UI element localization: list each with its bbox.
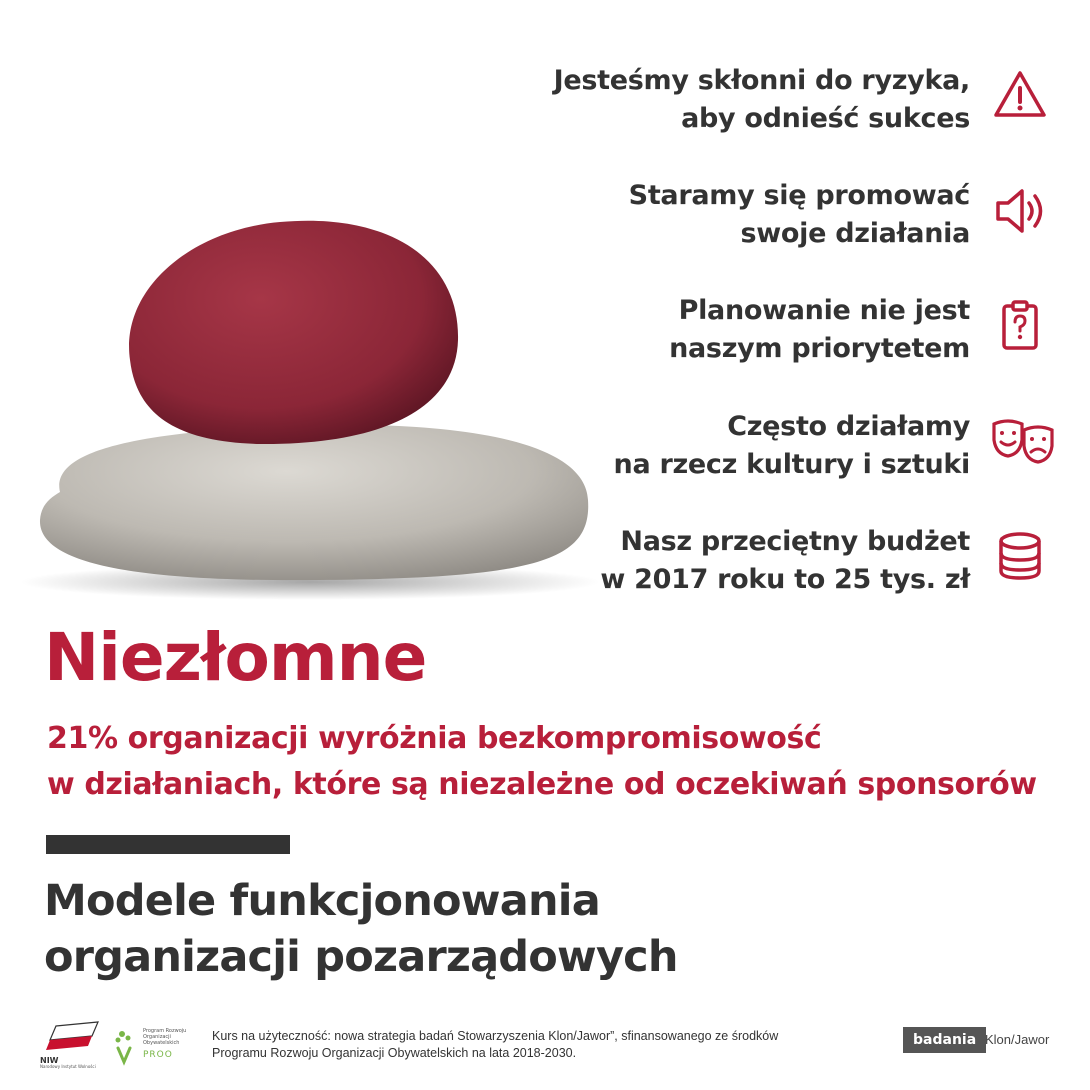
niw-logo-text: NIW <box>40 1056 59 1065</box>
feature-item <box>500 523 970 599</box>
clipboard-question-icon <box>990 296 1050 356</box>
feature-text-line1: Często działamy <box>727 411 970 442</box>
subheadline-line1: 21% organizacji wyróżnia bezkompromisowość <box>47 721 822 756</box>
red-stone <box>129 221 458 444</box>
theater-masks-icon <box>990 412 1056 472</box>
feature-text-line2: naszym priorytetem <box>669 333 970 364</box>
feature-text-line2: w 2017 roku to 25 tys. zł <box>600 564 970 595</box>
report-title-line1: Modele funkcjonowania <box>44 876 600 926</box>
feature-text-line2: swoje działania <box>740 218 970 249</box>
headline: Niezłomne <box>44 619 427 696</box>
warning-triangle-icon <box>990 66 1050 126</box>
feature-text-line2: aby odnieść sukces <box>681 103 970 134</box>
funding-note <box>212 1028 882 1062</box>
feature-text-line1: Staramy się promować <box>628 180 970 211</box>
report-title <box>44 873 678 985</box>
feature-text-line1: Planowanie nie jest <box>678 295 970 326</box>
feature-item <box>500 62 970 138</box>
niw-logo-subtitle: Narodowy Instytut Wolności <box>40 1064 96 1069</box>
feature-text-line1: Jesteśmy skłonni do ryzyka, <box>553 65 970 96</box>
divider <box>46 835 290 854</box>
klon-jawor-label: Klon/Jawor <box>985 1032 1050 1047</box>
speaker-icon <box>990 181 1050 241</box>
feature-item <box>500 292 970 368</box>
report-title-line2: organizacji pozarządowych <box>44 932 678 982</box>
funding-note-line2: Programu Rozwoju Organizacji Obywatelskich na lata 2018-2030. <box>212 1046 577 1060</box>
subheadline <box>47 716 1057 808</box>
coin-stack-icon <box>990 527 1050 587</box>
funding-note-line1: Kurs na użyteczność: nowa strategia badań Stowarzyszenia Klon/Jawor”, sfinansowanego ze środków <box>212 1029 779 1043</box>
badania-badge: badania <box>903 1027 986 1053</box>
feature-text-line2: na rzecz kultury i sztuki <box>613 449 970 480</box>
feature-item <box>500 177 970 253</box>
subheadline-line2: w działaniach, które są niezależne od oczekiwań sponsorów <box>47 767 1037 802</box>
proo-logo-brand: PROO <box>143 1050 173 1060</box>
feature-item <box>500 408 970 484</box>
feature-text-line1: Nasz przeciętny budżet <box>620 526 970 557</box>
proo-logo-text: Program Rozwoju Organizacji Obywatelskich <box>143 1028 187 1046</box>
